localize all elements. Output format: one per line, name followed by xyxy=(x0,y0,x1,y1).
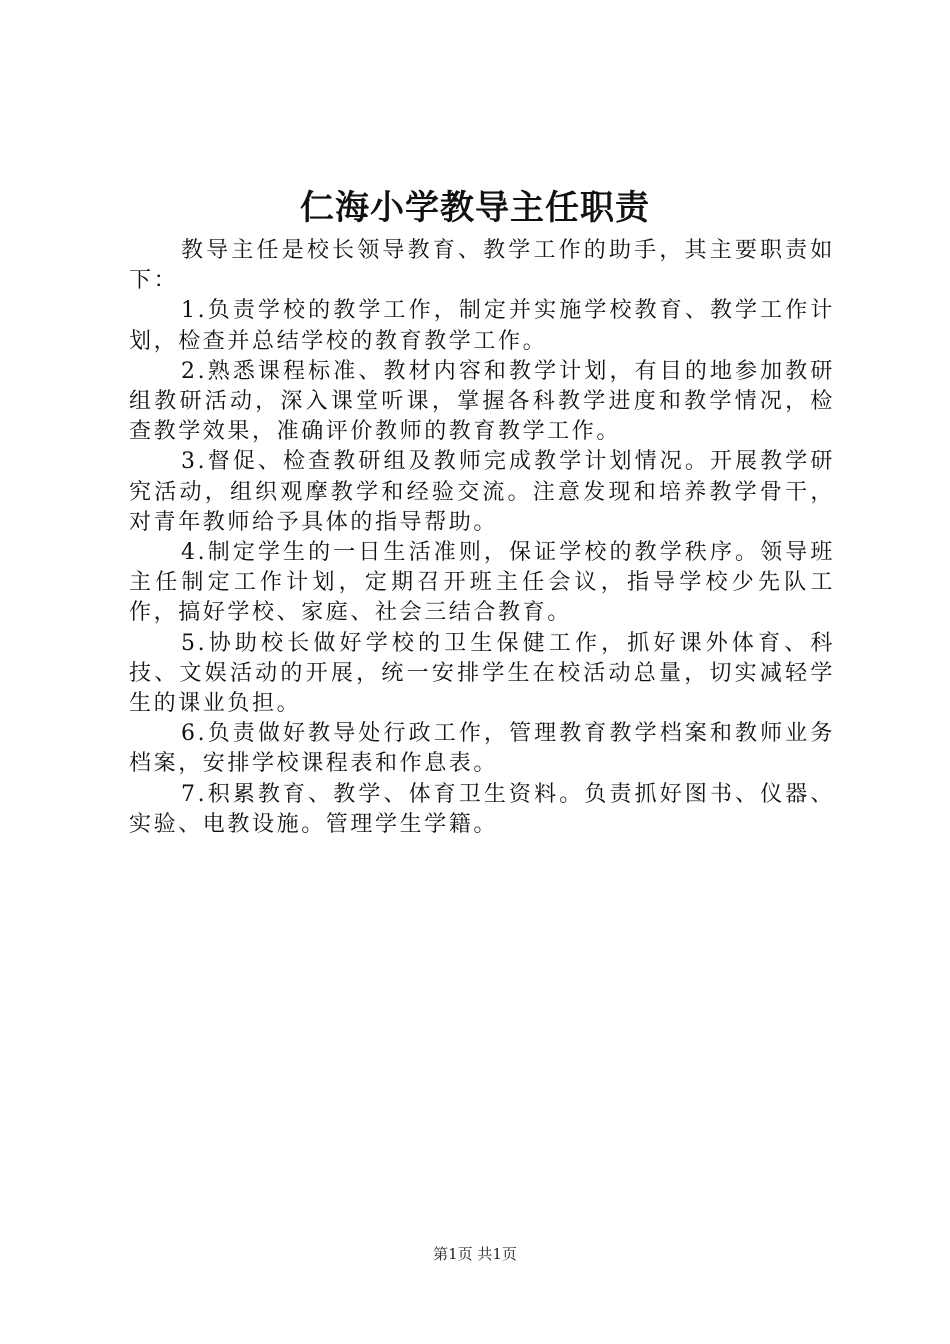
paragraph-item-7: 7.积累教育、教学、体育卫生资料。负责抓好图书、仪器、实验、电教设施。管理学生学籍。 xyxy=(129,781,835,837)
paragraph-item-4: 4.制定学生的一日生活准则，保证学校的教学秩序。领导班主任制定工作计划，定期召开班主任会议，指导学校少先队工作，搞好学校、家庭、社会三结合教育。 xyxy=(129,540,835,626)
paragraph-item-2: 2.熟悉课程标准、教材内容和教学计划，有目的地参加教研组教研活动，深入课堂听课，掌握各科教学进度和教学情况，检查教学效果，准确评价教师的教育教学工作。 xyxy=(129,358,835,445)
paragraph-intro: 教导主任是校长领导教育、教学工作的助手，其主要职责如下： xyxy=(129,238,835,294)
document-body xyxy=(129,236,835,840)
page-footer: 第1页 共1页 xyxy=(433,1245,517,1263)
paragraph-item-6: 6.负责做好教导处行政工作，管理教育教学档案和教师业务档案，安排学校课程表和作息表。 xyxy=(129,721,835,777)
paragraph-item-3: 3.督促、检查教研组及教师完成教学计划情况。开展教学研究活动，组织观摩教学和经验交流。注意发现和培养教学骨干，对青年教师给予具体的指导帮助。 xyxy=(129,449,835,535)
paragraph-item-5: 5.协助校长做好学校的卫生保健工作，抓好课外体育、科技、文娱活动的开展，统一安排学生在校活动总量，切实减轻学生的课业负担。 xyxy=(129,630,835,717)
paragraph-item-1: 1.负责学校的教学工作，制定并实施学校教育、教学工作计划，检查并总结学校的教育教学工作。 xyxy=(129,298,835,354)
document-title: 仁海小学教导主任职责 xyxy=(300,188,650,228)
